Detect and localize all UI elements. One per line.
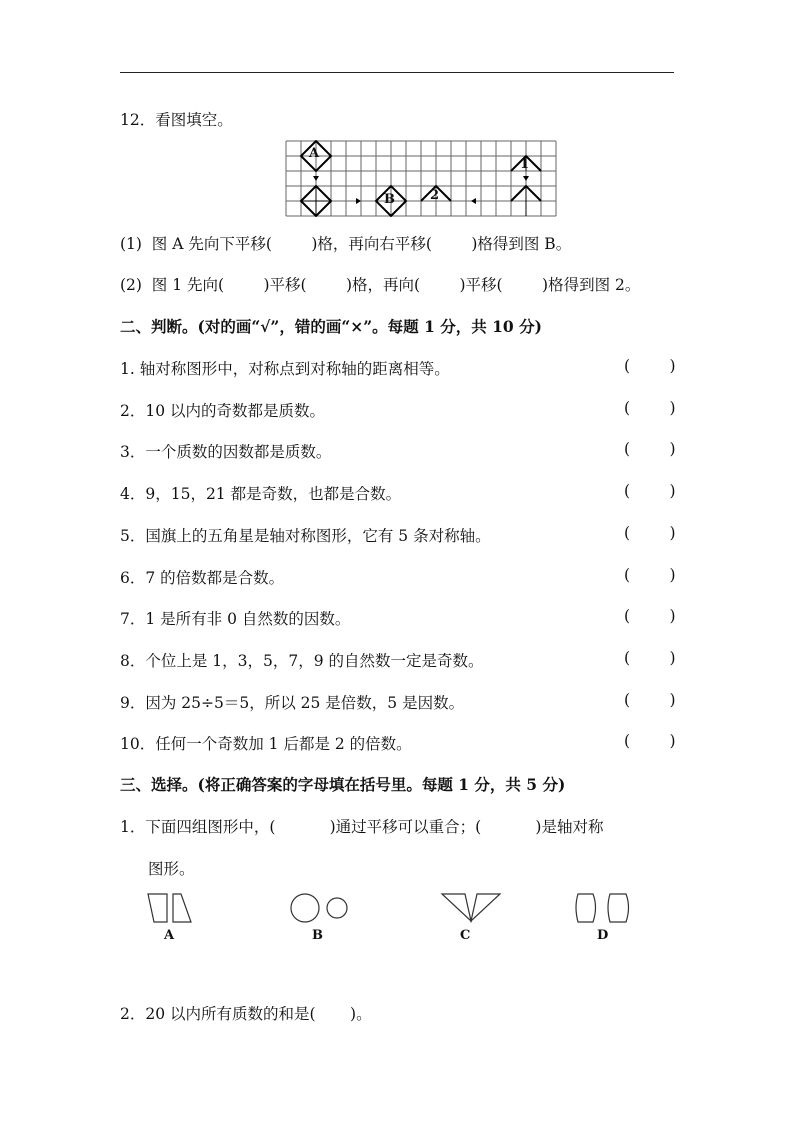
answer-blank[interactable]: ( ): [624, 523, 676, 542]
shape-b-label: B: [384, 192, 395, 207]
judgment-item: 6．7 的倍数都是合数。: [120, 568, 285, 587]
shape-a-label: A: [309, 146, 320, 161]
judgment-item: 3．一个质数的因数都是质数。: [120, 443, 332, 462]
shape-1-label: 1: [520, 157, 530, 172]
answer-blank[interactable]: ( ): [624, 648, 676, 667]
section3-heading: 三、选择。(将正确答案的字母填在括号里。每题 1 分，共 5 分): [120, 775, 566, 794]
judgment-item: 2．10 以内的奇数都是质数。: [120, 401, 326, 420]
option-b-label: B: [312, 928, 323, 943]
answer-blank[interactable]: ( ): [624, 607, 676, 626]
judgment-item: 1. 轴对称图形中，对称点到对称轴的距离相等。: [120, 360, 450, 378]
answer-blank[interactable]: ( ): [624, 357, 676, 375]
s3-q2: 2．20 以内所有质数的和是( )。: [120, 1005, 372, 1023]
answer-blank[interactable]: ( ): [624, 440, 676, 459]
answer-blank[interactable]: ( ): [624, 482, 676, 501]
q12-sub2: (2) 图 1 先向( )平移( )格，再向( )平移( )格得到图 2。: [120, 276, 641, 294]
option-d-label: D: [597, 928, 609, 943]
translation-grid-figure: [285, 140, 557, 217]
top-rule: [120, 72, 674, 73]
option-shapes: [140, 890, 640, 930]
answer-blank[interactable]: ( ): [624, 398, 676, 417]
q12-sub1: (1) 图 A 先向下平移( )格，再向右平移( )格得到图 B。: [120, 235, 572, 253]
option-c-label: C: [460, 928, 471, 943]
s3-q1-line2: 图形。: [148, 860, 195, 878]
answer-blank[interactable]: ( ): [624, 690, 676, 709]
answer-blank[interactable]: ( ): [624, 565, 676, 584]
option-a-label: A: [164, 928, 175, 943]
s3-q1-line1: 1．下面四组图形中，( )通过平移可以重合；( )是轴对称: [120, 818, 604, 836]
judgment-item: 9．因为 25÷5＝5，所以 25 是倍数，5 是因数。: [120, 693, 465, 712]
answer-blank[interactable]: ( ): [624, 732, 676, 751]
judgment-item: 4．9，15，21 都是奇数，也都是合数。: [120, 485, 402, 504]
judgment-item: 5．国旗上的五角星是轴对称图形，它有 5 条对称轴。: [120, 526, 491, 545]
q12-title: 12．看图填空。: [120, 111, 233, 129]
judgment-item: 7．1 是所有非 0 自然数的因数。: [120, 610, 351, 629]
judgment-item: 10．任何一个奇数加 1 后都是 2 的倍数。: [120, 735, 412, 754]
section2-heading: 二、判断。(对的画“√”，错的画“×”。每题 1 分，共 10 分): [120, 317, 542, 336]
shape-2-label: 2: [430, 188, 440, 203]
judgment-item: 8．个位上是 1，3，5，7，9 的自然数一定是奇数。: [120, 651, 484, 670]
